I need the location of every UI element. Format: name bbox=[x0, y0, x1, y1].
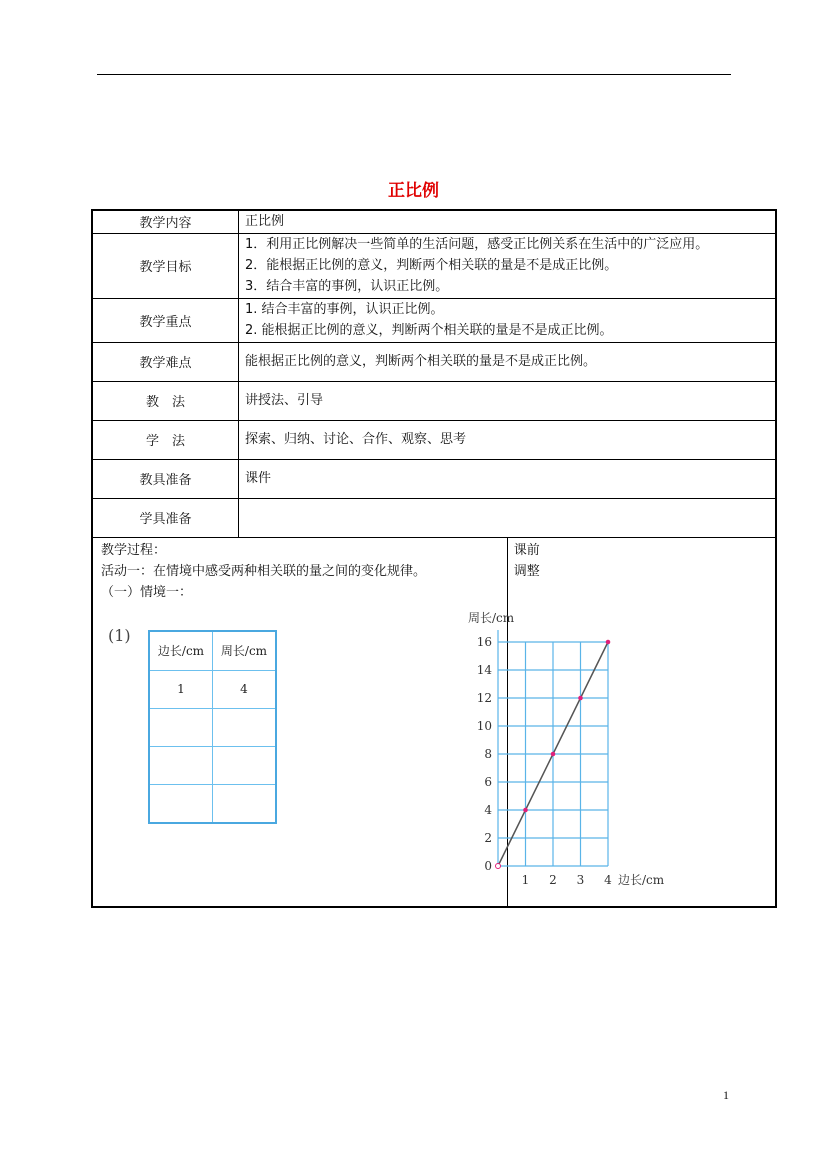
table-row bbox=[92, 342, 776, 381]
table-cell bbox=[213, 708, 277, 746]
row-label: 教学难点 bbox=[92, 342, 239, 381]
row-content bbox=[239, 381, 777, 420]
row-content bbox=[239, 420, 777, 459]
table-cell bbox=[213, 746, 277, 784]
process-text bbox=[101, 540, 426, 603]
row-label: 教 法 bbox=[92, 381, 239, 420]
row-label: 教学目标 bbox=[92, 233, 239, 298]
row-content bbox=[239, 298, 777, 342]
content-line: 正比例 bbox=[245, 214, 285, 230]
content-line: 探索、归纳、讨论、合作、观察、思考 bbox=[245, 432, 467, 447]
activity-line: 活动一：在情境中感受两种相关联的量之间的变化规律。 bbox=[101, 563, 427, 579]
table-row bbox=[149, 631, 276, 671]
y-tick-label: 4 bbox=[484, 802, 492, 817]
table-row bbox=[92, 210, 776, 233]
data-point bbox=[551, 751, 556, 756]
x-tick-label: 3 bbox=[576, 872, 585, 887]
content-line: 课件 bbox=[245, 471, 272, 486]
table-row bbox=[149, 708, 276, 746]
row-label: 学 法 bbox=[92, 420, 239, 459]
lesson-plan-table bbox=[91, 209, 777, 908]
y-axis-label: 周长/cm bbox=[468, 610, 515, 625]
row-label: 教具准备 bbox=[92, 459, 239, 498]
row-label: 教学重点 bbox=[92, 298, 239, 342]
x-tick-label: 1 bbox=[521, 872, 530, 887]
table-row bbox=[92, 498, 776, 537]
table-row bbox=[149, 784, 276, 823]
content-line: 2. 能根据正比例的意义，判断两个相关联的量是不是成正比例。 bbox=[245, 323, 613, 338]
table-cell bbox=[149, 784, 213, 823]
y-tick-label: 14 bbox=[476, 662, 492, 677]
y-tick-label: 8 bbox=[484, 746, 492, 761]
origin-point bbox=[496, 863, 501, 868]
x-tick-label: 2 bbox=[549, 872, 557, 887]
content-line: 1. 结合丰富的事例，认识正比例。 bbox=[245, 302, 444, 317]
header-rule bbox=[97, 74, 731, 75]
row-content bbox=[239, 210, 777, 233]
table-row bbox=[92, 537, 776, 907]
table-row bbox=[92, 298, 776, 342]
table-cell bbox=[149, 746, 213, 784]
table-cell: 4 bbox=[213, 670, 277, 708]
data-point bbox=[578, 695, 583, 700]
page-title: 正比例 bbox=[388, 181, 439, 201]
table-row bbox=[92, 381, 776, 420]
y-tick-label: 10 bbox=[476, 718, 492, 733]
y-tick-label: 12 bbox=[476, 690, 492, 705]
table-row bbox=[92, 233, 776, 298]
data-point bbox=[523, 807, 528, 812]
table-row bbox=[92, 420, 776, 459]
table-row bbox=[149, 746, 276, 784]
content-line: 3．结合丰富的事例，认识正比例。 bbox=[245, 279, 449, 294]
y-tick-label: 0 bbox=[484, 858, 492, 873]
x-tick-label: 4 bbox=[604, 872, 612, 887]
row-content bbox=[239, 342, 777, 381]
scene-line: （一）情境一： bbox=[101, 584, 193, 600]
row-content bbox=[239, 233, 777, 298]
page-number: 1 bbox=[723, 1088, 729, 1102]
header-cell: 边长/cm bbox=[149, 631, 213, 671]
adjust-line: 调整 bbox=[513, 563, 540, 579]
row-content bbox=[239, 459, 777, 498]
figure-label: (1) bbox=[108, 625, 131, 645]
table-cell: 1 bbox=[149, 670, 213, 708]
process-heading: 教学过程： bbox=[101, 542, 167, 558]
table-cell bbox=[213, 784, 277, 823]
side-perimeter-table bbox=[148, 630, 277, 824]
header-cell: 周长/cm bbox=[213, 631, 277, 671]
adjust-line: 课前 bbox=[513, 542, 540, 558]
content-line: 讲授法、引导 bbox=[245, 393, 324, 408]
perimeter-line-chart bbox=[363, 608, 683, 903]
table-cell bbox=[149, 708, 213, 746]
row-label: 学具准备 bbox=[92, 498, 239, 537]
content-line: 能根据正比例的意义，判断两个相关联的量是不是成正比例。 bbox=[245, 354, 597, 369]
y-tick-label: 2 bbox=[484, 830, 492, 845]
row-label: 教学内容 bbox=[92, 210, 239, 233]
content-line: 2．能根据正比例的意义，判断两个相关联的量是不是成正比例。 bbox=[245, 258, 618, 273]
y-tick-label: 16 bbox=[476, 634, 492, 649]
data-point bbox=[606, 639, 611, 644]
y-tick-label: 6 bbox=[484, 774, 492, 789]
content-line: 1．利用正比例解决一些简单的生活问题，感受正比例关系在生活中的广泛应用。 bbox=[245, 237, 709, 252]
table-row bbox=[92, 459, 776, 498]
table-row bbox=[149, 670, 276, 708]
row-content bbox=[239, 498, 777, 537]
x-axis-label: 边长/cm bbox=[618, 872, 665, 887]
